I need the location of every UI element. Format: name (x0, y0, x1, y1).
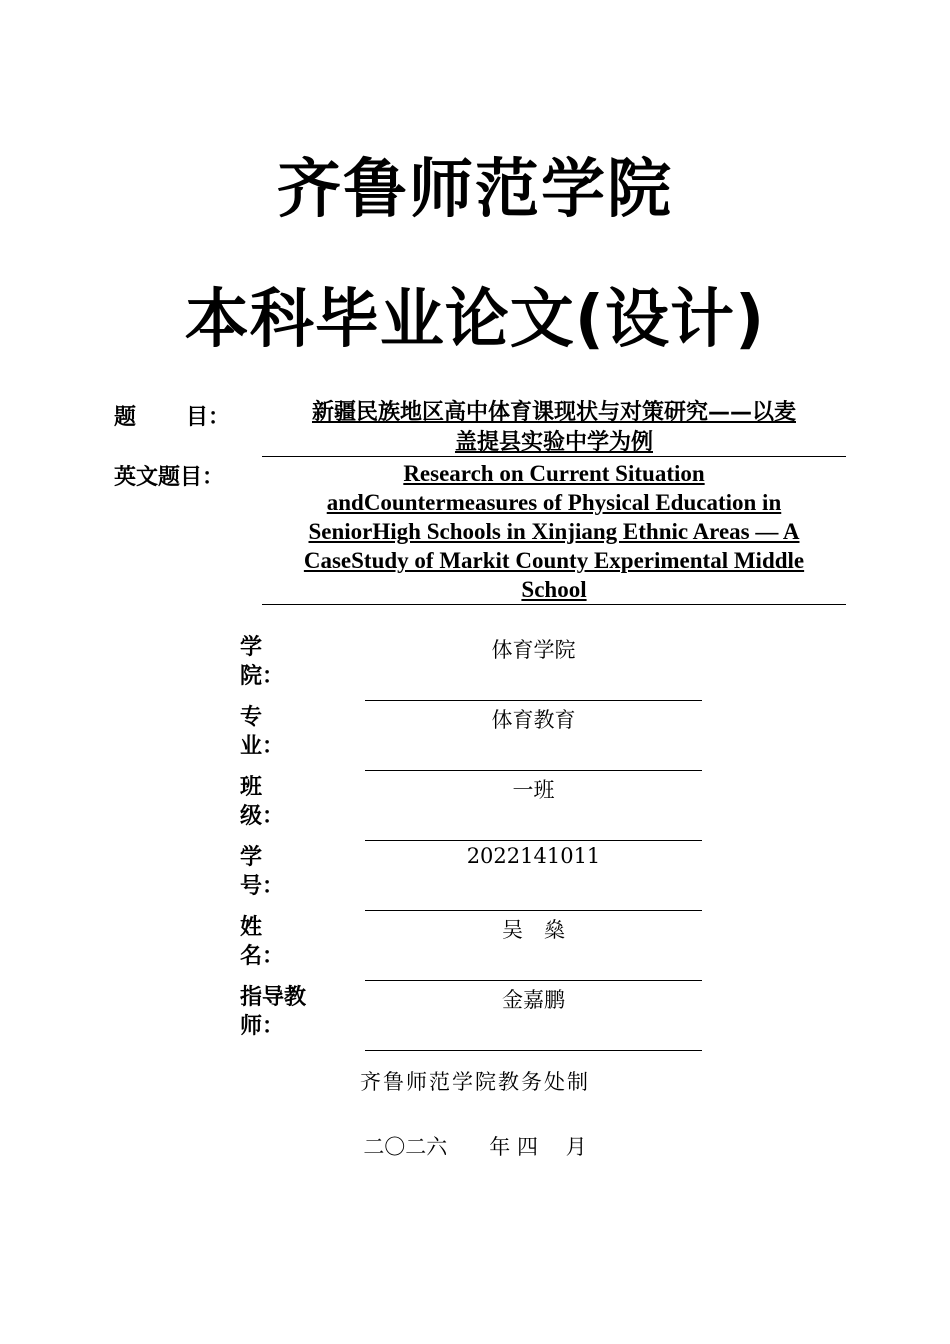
class-label-1: 班 (240, 775, 263, 800)
major-label-1: 专 (240, 705, 263, 730)
advisor-underline (365, 1050, 702, 1051)
advisor-label-1: 指导教 (240, 985, 307, 1010)
advisor-value: 金嘉鹏 (502, 988, 565, 1012)
advisor-label (240, 983, 330, 1041)
english-title-line-3: SeniorHigh Schools in Xinjiang Ethnic Areas — A (308, 519, 800, 544)
issuer-text: 齐鲁师范学院教务处制 (360, 1070, 590, 1094)
chinese-title-line-2: 盖提县实验中学为例 (454, 430, 653, 455)
class-underline (365, 840, 702, 841)
chinese-title-underline (262, 456, 846, 457)
english-topic-label: 英文题目： (114, 465, 225, 490)
document-type-heading: 本科毕业论文(设计) (184, 283, 766, 357)
advisor-label-2: 师： (240, 1014, 285, 1039)
class-label-2: 级： (240, 804, 285, 829)
english-title-underline (262, 604, 846, 605)
college-value: 体育学院 (491, 638, 576, 662)
name-value: 吴 燊 (502, 918, 565, 942)
name-label (240, 913, 330, 971)
chinese-title (262, 398, 846, 458)
major-label (240, 703, 330, 761)
date-text: 二〇二六 年 四 月 (363, 1135, 587, 1159)
college-label-1: 学 (240, 635, 263, 660)
student-id-underline (365, 910, 702, 911)
english-title-line-1: Research on Current Situation (403, 461, 705, 486)
class-label (240, 773, 330, 831)
student-id-label (240, 843, 330, 901)
student-id-label-2: 号： (240, 874, 285, 899)
college-label (240, 633, 330, 691)
major-label-2: 业： (240, 734, 285, 759)
major-value: 体育教育 (491, 708, 576, 732)
chinese-title-line-1: 新疆民族地区高中体育课现状与对策研究——以麦 (311, 400, 796, 425)
english-title-line-5: School (521, 577, 587, 602)
student-id-label-1: 学 (240, 845, 263, 870)
english-title-line-4: CaseStudy of Markit County Experimental Middle (303, 548, 805, 573)
college-underline (365, 700, 702, 701)
college-label-2: 院： (240, 664, 285, 689)
name-label-2: 名： (240, 944, 285, 969)
english-title (262, 459, 846, 604)
name-underline (365, 980, 702, 981)
student-id-value: 2022141011 (466, 844, 601, 868)
topic-label-b: 目： (186, 405, 231, 430)
major-underline (365, 770, 702, 771)
topic-label (114, 400, 230, 431)
school-name-heading: 齐鲁师范学院 (277, 153, 673, 227)
class-value: 一班 (512, 778, 555, 802)
english-title-line-2: andCountermeasures of Physical Education in (326, 490, 782, 515)
name-label-1: 姓 (240, 915, 263, 940)
topic-label-a: 题 (114, 405, 137, 430)
